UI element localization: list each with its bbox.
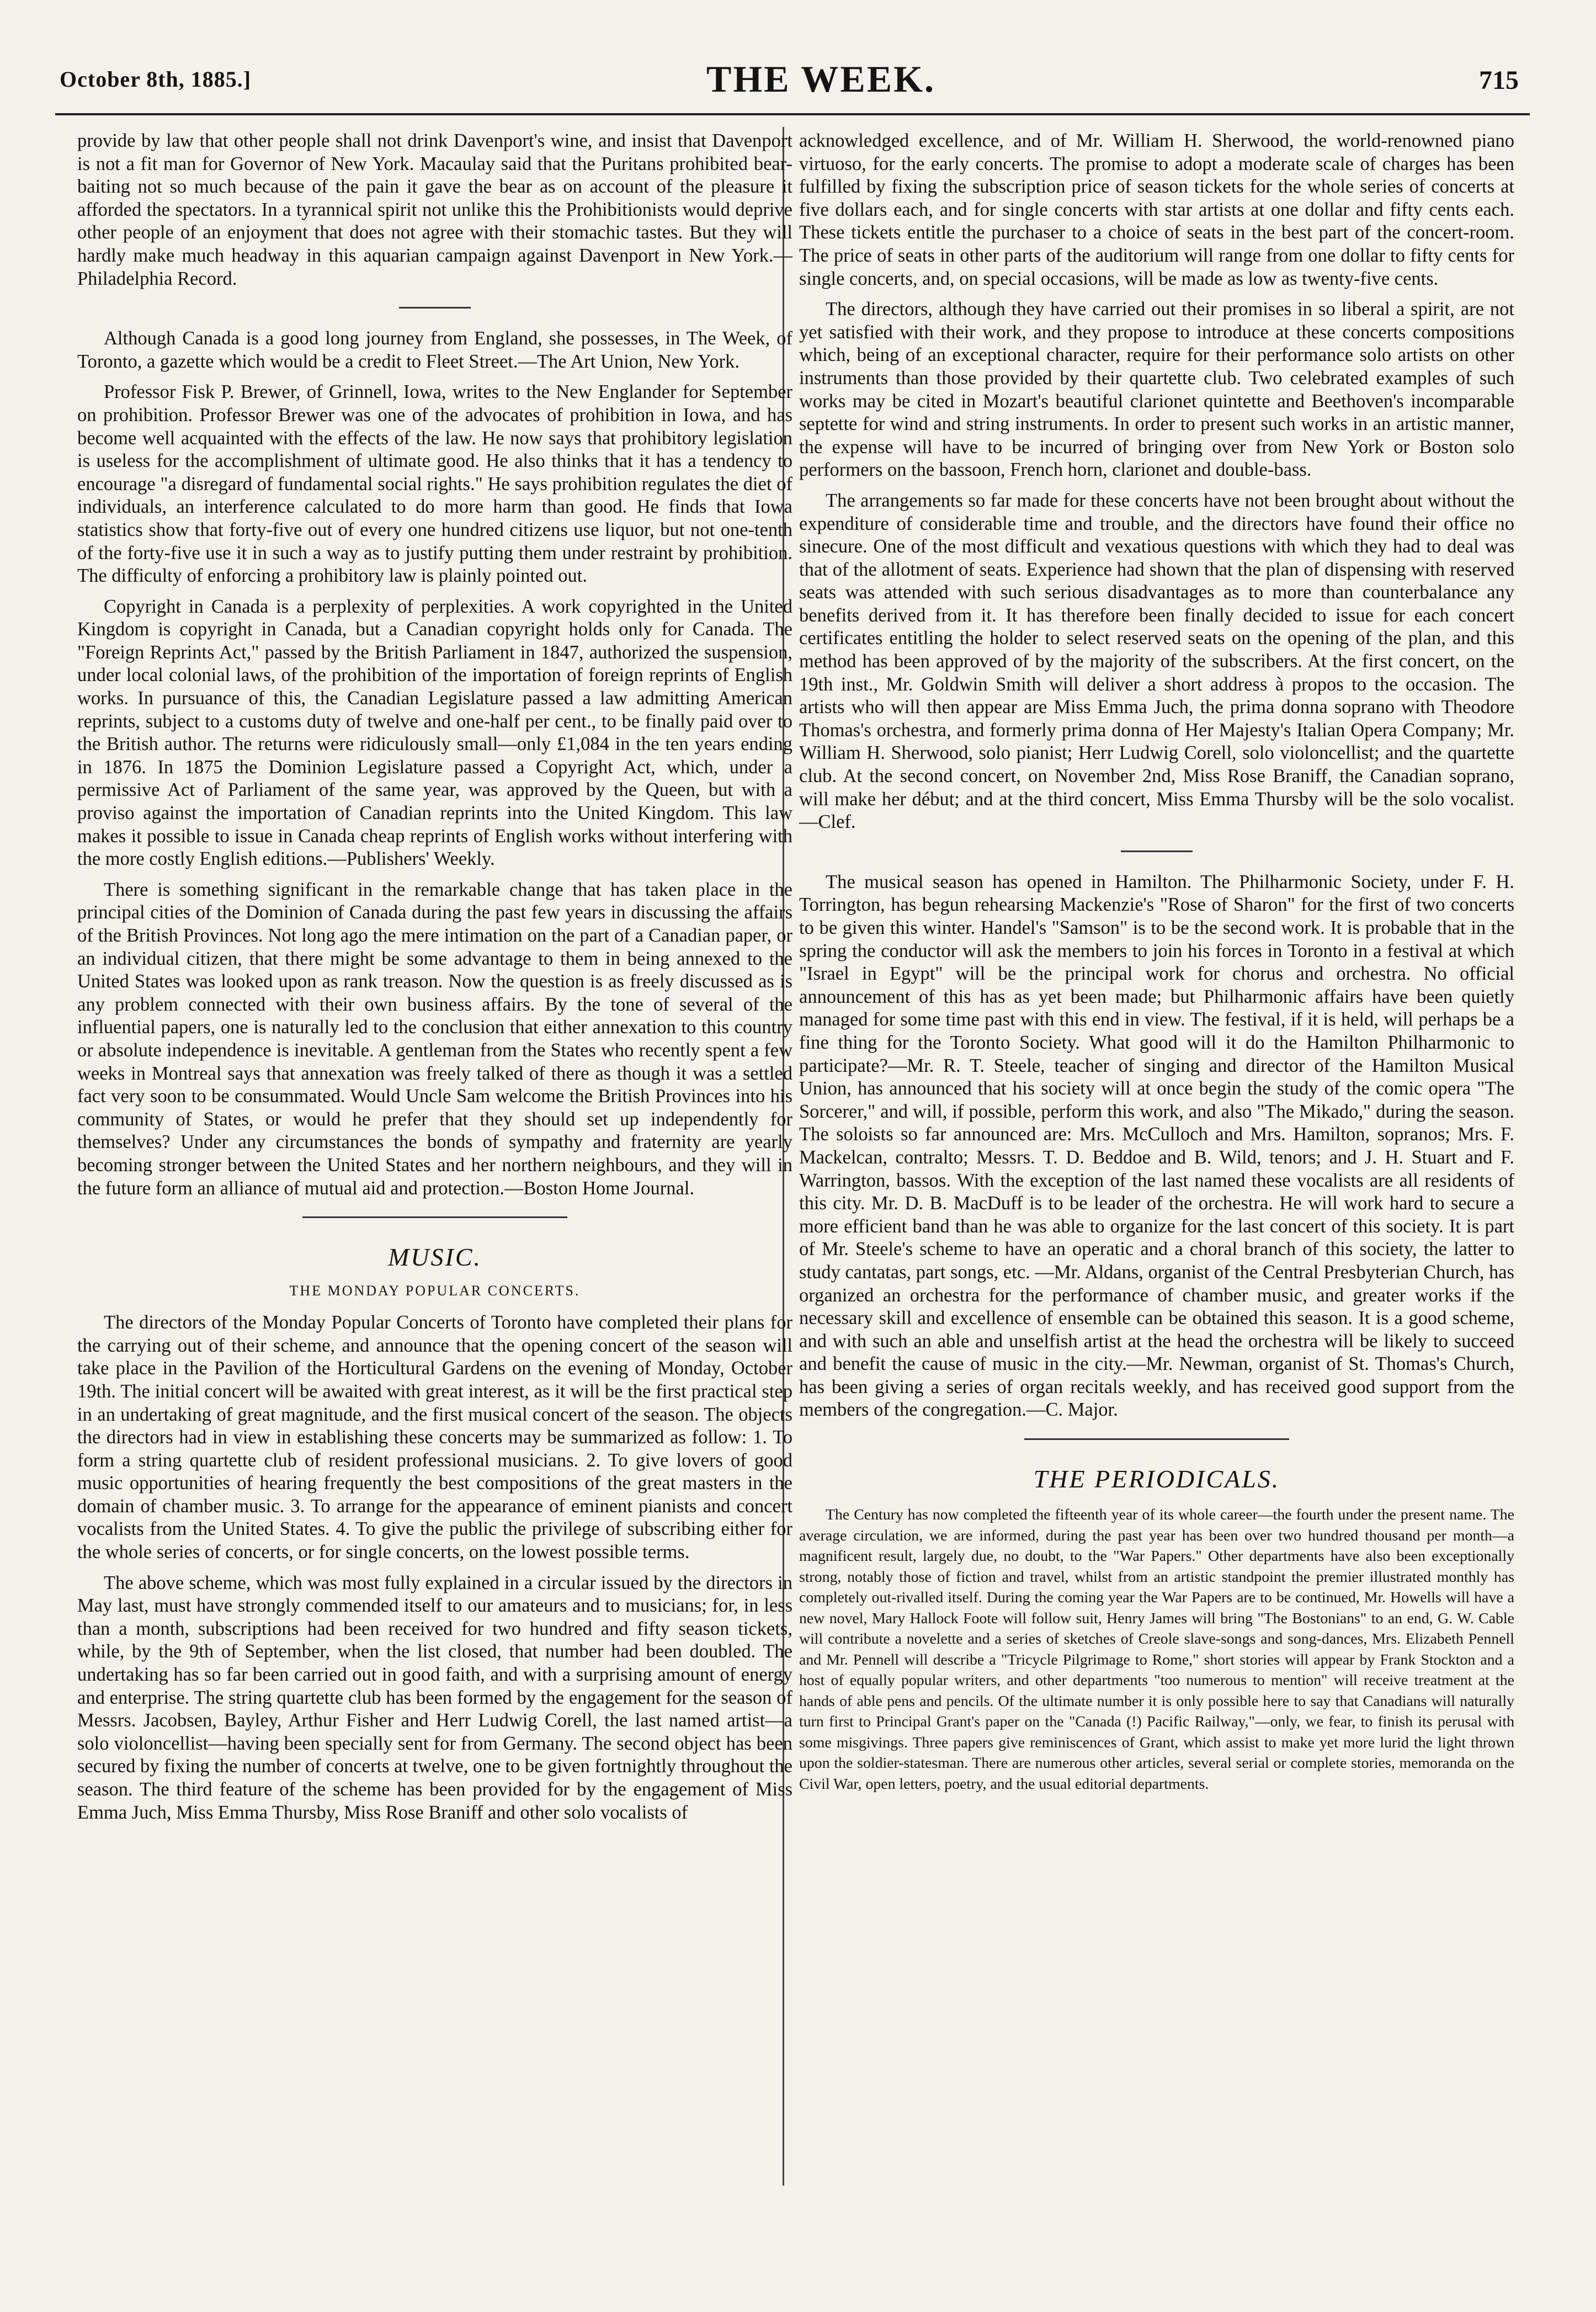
paragraph-davenport: provide by law that other people shall not drink Davenport's wine, and insist that Davenport is not a fit man for Governor of New York. Macaulay said that the Puritans prohibited bear-baiting not so much because of the pain it gave the bear as on account of the pleasure it afforded the spectators. In a tyrannical spirit not unlike this the Prohibitionists would deprive other people of an enjoyment that does not agree with their stomachic tastes. But they will hardly make much headway in this aquarian campaign against Davenport in New York.—Philadelphia Record.	[77, 130, 792, 289]
paragraph-brewer-prohibition: Professor Fisk P. Brewer, of Grinnell, Iowa, writes to the New Englander for September on prohibition. Professor Brewer was one of the advocates of prohibition in Iowa, and has become well acquainted with the effects of the law. He now says that prohibitory legislation is useless for the accomplishment of ultimate good. He also thinks that it has a tendency to encourage "a disregard of fundamental social rights." He says prohibition regulates the diet of individuals, an interference calculated to do more harm than good. He finds that Iowa statistics show that forty-five out of every one hundred citizens use liquor, but not one-tenth of the forty-five use it in such a way as to justify putting them under restraint by prohibition. The difficulty of enforcing a prohibitory law is plainly pointed out.	[77, 381, 792, 587]
header-rule	[55, 113, 1530, 115]
paragraph-concert-plans: The directors of the Monday Popular Concerts of Toronto have completed their plans for the carrying out of their scheme, and announce that the opening concert of the season will take place in the Pavilion of the Horticultural Gardens on the evening of Monday, October 19th. The initial concert will be awaited with great interest, as it will be the first practical step in an undertaking of great magnitude, and the first musical concert of the season. The objects the directors had in view in establishing these concerts may be summarized as follow: 1. To form a string quartette club of resident professional musicians. 2. To give lovers of good music opportunities of hearing frequently the best compositions of the great masters in the domain of chamber music. 3. To arrange for the appearance of eminent pianists and concert vocalists from the United States. 4. To give the public the privilege of subscribing either for the whole series of concerts, or for single concerts, on the lowest possible terms.	[77, 1312, 792, 1563]
section-rule	[302, 1216, 567, 1218]
paragraph-hamilton-season: The musical season has opened in Hamilton. The Philharmonic Society, under F. H. Torrington, has begun rehearsing Mackenzie's "Rose of Sharon" for the first of two concerts to be given this winter. Handel's "Samson" is to be the second work. It is probable that in the spring the conductor will ask the members to join his forces in Toronto in a festival at which "Israel in Egypt" will be the principal work for chorus and orchestra. No official announcement of this has as yet been made; but Philharmonic affairs have been quietly managed for some time past with this end in view. The festival, if it is held, will perhaps be a fine thing for the Toronto Society. What good will it do the Hamilton Philharmonic to participate?—Mr. R. T. Steele, teacher of singing and director of the Hamilton Musical Union, has announced that his society will at once begin the study of the comic opera "The Sorcerer," and will, if possible, perform this work, and also "The Mikado," during the season. The soloists so far announced are: Mrs. McCulloch and Mrs. Hamilton, sopranos; Mrs. F. Mackelcan, contralto; Messrs. T. D. Beddoe and B. Wild, tenors; and J. H. Stuart and F. Warrington, bassos. With the exception of the last named these vocalists are all residents of this city. Mr. D. B. MacDuff is to be leader of the orchestra. He will work hard to secure a more efficient band than he was able to organize for the last concert of this society. It is part of Mr. Steele's scheme to have an operatic and a choral branch of this society, the latter to study cantatas, part songs, etc. —Mr. Aldans, organist of the Central Presbyterian Church, has organized an orchestra for the performance of chamber music, and greater works if the necessary skill and excellence of ensemble can be obtained this season. It is a good scheme, and with such an able and unselfish artist at the head the orchestra will be likely to succeed and benefit the cause of music in the city.—Mr. Newman, organist of St. Thomas's Church, has been giving a series of organ recitals weekly, and has received good support from the members of the congregation.—C. Major.	[799, 871, 1514, 1421]
paragraph-ticket-prices: acknowledged excellence, and of Mr. William H. Sherwood, the world-renowned piano virtuoso, for the early concerts. The promise to adopt a moderate scale of charges has been fulfilled by fixing the subscription price of season tickets for the whole series of concerts at five dollars each, and for single concerts with star artists at one dollar and fifty cents each. These tickets entitle the purchaser to a choice of seats in the best part of the concert-room. The price of seats in other parts of the auditorium will range from one dollar to fifty cents for single concerts, and, on special occasions, will be made as low as twenty-five cents.	[799, 130, 1514, 289]
paragraph-concert-scheme: The above scheme, which was most fully explained in a circular issued by the directors in May last, must have strongly commended itself to our amateurs and to musicians; for, in less than a month, subscriptions had been received for two hundred and fifty season tickets, while, by the 9th of September, when the list closed, that number had been doubled. The undertaking has so far been carried out in good faith, and with a surprising amount of energy and enterprise. The string quartette club has been formed by the engagement for the season of Messrs. Jacobsen, Bayley, Arthur Fisher and Herr Ludwig Corell, the last named artist—a solo violoncellist—having been specially sent for from Germany. The second object has been secured by fixing the number of concerts at twelve, one to be given fortnightly throughout the season. The third feature of the scheme has been provided for by the engagement of Miss Emma Juch, Miss Emma Thursby, Miss Rose Braniff and other solo vocalists of	[77, 1572, 792, 1823]
separator-rule	[1121, 851, 1193, 852]
separator-rule	[399, 307, 471, 309]
paragraph-directors-works: The directors, although they have carried out their promises in so liberal a spirit, are not yet satisfied with their work, and they propose to introduce at these concerts compositions which, being of an exceptional character, require for their performance solo artists on other instruments than those provided by their quartette club. Two celebrated examples of such works may be cited in Mozart's beautiful clarionet quintette and Beethoven's incomparable septette for wind and string instruments. In order to present such works in an artistic manner, the expense will have to be incurred of bringing over from New York or Boston solo performers on the bassoon, French horn, clarionet and double-bass.	[799, 299, 1514, 481]
subsection-title-monday-concerts: THE MONDAY POPULAR CONCERTS.	[289, 1283, 581, 1299]
right-column	[799, 130, 1514, 1800]
left-column	[77, 130, 792, 1832]
page-number: 715	[1479, 66, 1519, 95]
paragraph-copyright: Copyright in Canada is a perplexity of perplexities. A work copyrighted in the United Kingdom is copyright in Canada, but a Canadian copyright holds only for Canada. The "Foreign Reprints Act," passed by the British Parliament in 1847, authorized the suspension, under local colonial laws, of the prohibition of the importation of foreign reprints of English works. In pursuance of this, the Canadian Legislature passed a law admitting American reprints, subject to a customs duty of twelve and one-half per cent., to be finally paid over to the British author. The returns were ridiculously small—only £1,084 in the ten years ending in 1876. In 1875 the Dominion Legislature passed a Copyright Act, which, under a permissive Act of Parliament of the same year, was approved by the Queen, but with a proviso against the importation of Canadian reprints into the United Kingdom. This law makes it possible to issue in Canada cheap reprints of English works without interfering with the more costly English editions.—Publishers' Weekly.	[77, 596, 792, 870]
section-rule	[1024, 1438, 1289, 1440]
paragraph-seat-allotment: The arrangements so far made for these concerts have not been brought about without the expenditure of considerable time and trouble, and the directors have found their office no sinecure. One of the most difficult and vexatious questions with which they had to deal was that of the allotment of seats. Experience had shown that the plan of dispensing with reserved seats was attended with such serious disadvantages as to more than counterbalance any benefits derived from it. It has therefore been finally decided to issue for each concert certificates entitling the holder to select reserved seats on the opening of the plan, and this method has been approved of by the majority of the subscribers. At the first concert, on the 19th inst., Mr. Goldwin Smith will deliver a short address à propos to the occasion. The artists who will then appear are Miss Emma Juch, the prima donna soprano with Theodore Thomas's orchestra, and formerly prima donna of Her Majesty's Italian Opera Company; Mr. William H. Sherwood, solo pianist; Herr Ludwig Corell, solo violoncellist; and the quartette club. At the second concert, on November 2nd, Miss Rose Braniff, the Canadian soprano, will make her début; and at the third concert, Miss Emma Thursby will be the solo vocalist.—Clef.	[799, 490, 1514, 833]
section-title-periodicals: THE PERIODICALS.	[1033, 1465, 1280, 1494]
issue-date: October 8th, 1885.]	[60, 67, 252, 92]
paragraph-annexation: There is something significant in the remarkable change that has taken place in the principal cities of the Dominion of Canada during the past few years in discussing the affairs of the British Provinces. Not long ago the mere intimation on the part of a Canadian paper, or an individual citizen, that there might be some advantage to them in being annexed to the United States was looked upon as rank treason. Now the question is as freely discussed as is any problem connected with their own business affairs. By the tone of several of the influential papers, one is naturally led to the conclusion that either annexation to this country or absolute independence is inevitable. A gentleman from the States who recently spent a few weeks in Montreal says that annexation was freely talked of there as though it was a settled fact very soon to be consummated. Would Uncle Sam welcome the British Provinces into his community of States, or would he prefer that they should set up independently for themselves? Under any circumstances the bonds of sympathy and fraternity are yearly becoming stronger between the United States and her northern neighbours, and they will in the future form an alliance of mutual aid and protection.—Boston Home Journal.	[77, 879, 792, 1199]
paragraph-century: The Century has now completed the fifteenth year of its whole career—the fourth under the present name. The average circulation, we are informed, during the past year has been over two hundred thousand per month—a magnificent result, largely due, no doubt, to the "War Papers." Other departments have also been exceptionally strong, notably those of fiction and travel, whilst from an artistic standpoint the premier illustrated monthly has completely out-rivalled itself. During the coming year the War Papers are to be continued, Mr. Howells will have a new novel, Mary Hallock Foote will follow suit, Henry James will bring "The Bostonians" to an end, G. W. Cable will contribute a novelette and a series of sketches of Creole slave-songs and song-dances, Mrs. Elizabeth Pennell and Mr. Pennell will describe a "Tricycle Pilgrimage to Rome," short stories will appear by Frank Stockton and a host of equally popular writers, and other departments "too numerous to mention" will receive treatment at the hands of able pens and pencils. Of the ultimate number it is only possible here to say that Canadians will naturally turn first to Principal Grant's paper on the "Canada (!) Pacific Railway,"—only, we fear, to finish its perusal with some misgivings. Three papers give reminiscences of Grant, which assist to make yet more lurid the light thrown upon the soldier-statesman. There are numerous other articles, several serial or complete stories, memoranda on the Civil War, open letters, poetry, and the usual editorial departments.	[799, 1506, 1514, 1793]
periodicals-body	[799, 1505, 1514, 1794]
masthead-title: THE WEEK.	[706, 58, 935, 100]
paragraph-canada-gazette: Although Canada is a good long journey from England, she possesses, in The Week, of Toronto, a gazette which would be a credit to Fleet Street.—The Art Union, New York.	[77, 328, 792, 372]
section-title-music: MUSIC.	[387, 1243, 482, 1272]
